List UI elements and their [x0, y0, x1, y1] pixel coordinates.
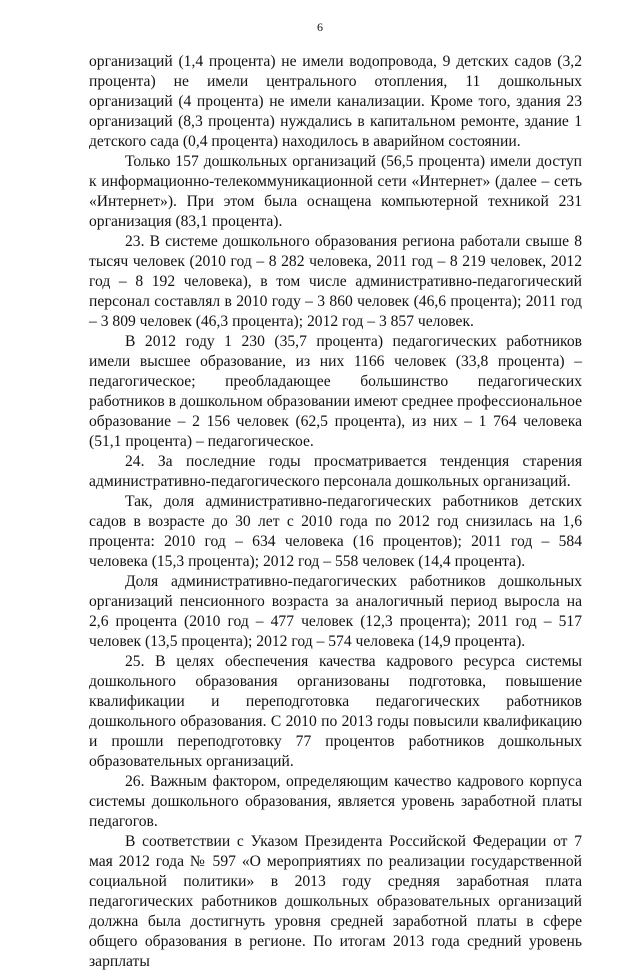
paragraph-internet-access: Только 157 дошкольных организаций (56,5 процента) имели доступ к информационно-телекоммуникационной сети «Интернет» (далее – сеть «Интернет»). При этом была оснащена компьютерной техникой 231 организация (83,1 процента).: [89, 153, 582, 230]
paragraph-under-30: Так, доля административно-педагогических работников детских садов в возрасте до 30 лет с 2010 года по 2012 год снизилась на 1,6 процента: 2010 год – 634 человека (16 процентов); 2011 год – 584 человека (15,3 процента); 2012 год – 558 человек (14,4 процента).: [89, 493, 582, 570]
page-number: 6: [317, 20, 323, 34]
paragraph-23: 23. В системе дошкольного образования региона работали свыше 8 тысяч человек (2010 год – 8 282 человека, 2011 год – 8 219 человек, 2012 год – 8 192 человека), в том числе административно-педагогический персонал составлял в 2010 году – 3 860 человек (46,6 процента); 2011 год – 3 809 человек (46,3 процента); 2012 год – 3 857 человек.: [89, 233, 582, 330]
paragraph-26: 26. Важным фактором, определяющим качество кадрового корпуса системы дошкольного образования, является уровень заработной платы педагогов.: [89, 773, 582, 830]
paragraph-25: 25. В целях обеспечения качества кадрового ресурса системы дошкольного образования организованы подготовка, повышение квалификации и переподготовка педагогических работников дошкольного образования. С 2010 по 2013 годы повысили квалификацию и прошли переподготовку 77 процентов работников дошкольных образовательных организаций.: [89, 653, 582, 770]
paragraph-continuation: организаций (1,4 процента) не имели водопровода, 9 детских садов (3,2 процента) не имели центрального отопления, 11 дошкольных организаций (4 процента) не имели канализации. Кроме того, здания 23 организаций (8,3 процента) нуждались в капитальном ремонте, здание 1 детского сада (0,4 процента) находилось в аварийном состоянии.: [89, 53, 582, 150]
document-body: [89, 52, 582, 972]
paragraph-pension-age: Доля административно-педагогических работников дошкольных организаций пенсионного возраста за аналогичный период выросла на 2,6 процента (2010 год – 477 человек (12,3 процента); 2011 год – 517 человек (13,5 процента); 2012 год – 574 человека (14,9 процента).: [89, 573, 582, 650]
paragraph-24: 24. За последние годы просматривается тенденция старения административно-педагогического персонала дошкольных организаций.: [89, 453, 582, 490]
paragraph-presidential-decree: В соответствии с Указом Президента Российской Федерации от 7 мая 2012 года № 597 «О мероприятиях по реализации государственной социальной политики» в 2013 году средняя заработная плата педагогических работников дошкольных образовательных организаций должна была достигнуть уровня средней заработной платы в сфере общего образования в регионе. По итогам 2013 года средний уровень зарплаты: [89, 833, 582, 970]
paragraph-education-level: В 2012 году 1 230 (35,7 процента) педагогических работников имели высшее образование, из них 1166 человек (33,8 процента) – педагогическое; преобладающее большинство педагогических работников в дошкольном образовании имеют среднее профессиональное образование – 2 156 человек (62,5 процента), из них – 1 764 человека (51,1 процента) – педагогическое.: [89, 333, 582, 450]
